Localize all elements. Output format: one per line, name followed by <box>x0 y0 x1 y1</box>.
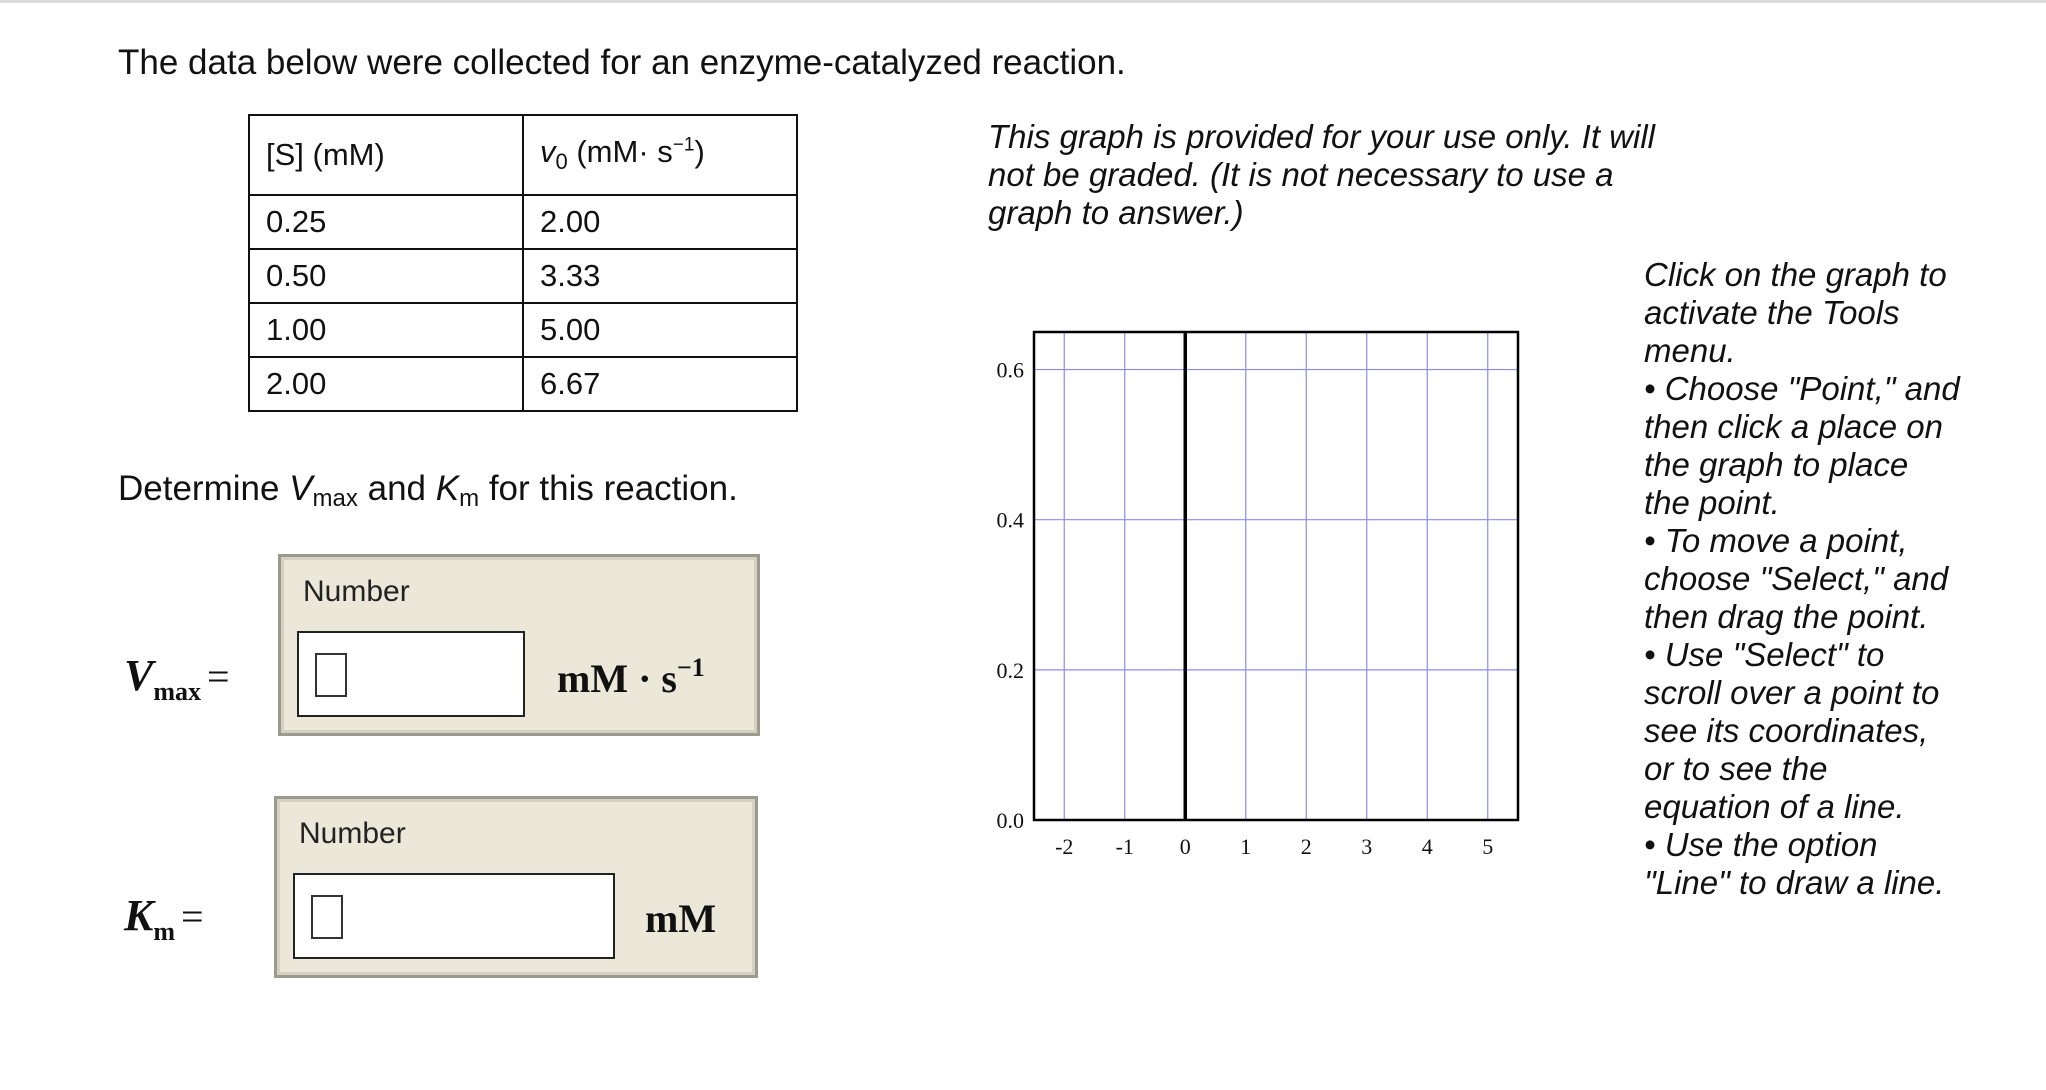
determine-prompt <box>118 468 738 520</box>
graph-area[interactable] <box>970 320 1570 890</box>
instruction-line: see its coordinates, <box>1644 712 1929 749</box>
instruction-line: activate the Tools <box>1644 294 1900 331</box>
instruction-line: • Use the option <box>1644 826 1878 863</box>
cell-substrate: 0.50 <box>249 249 523 303</box>
y-tick-label: 0.6 <box>996 357 1024 383</box>
cell-velocity: 5.00 <box>523 303 797 357</box>
km-input-cursor <box>311 895 343 939</box>
top-border <box>0 0 2046 3</box>
x-tick-label: 0 <box>1179 834 1191 859</box>
km-answer-box <box>274 796 758 978</box>
instruction-line: then drag the point. <box>1644 598 1929 635</box>
km-equals: = <box>181 894 204 939</box>
km-label <box>124 890 204 947</box>
instruction-line: equation of a line. <box>1644 788 1905 825</box>
vmax-subscript: max <box>153 677 202 706</box>
instruction-line: • To move a point, <box>1644 522 1908 559</box>
instruction-line: Click on the graph to <box>1644 256 1947 293</box>
vmax-subscript-inline: max <box>312 485 358 512</box>
graph-note: This graph is provided for your use only. It will not be graded. (It is not necessary to use a graph to answer.) <box>988 118 1656 231</box>
graph-border <box>1034 332 1518 820</box>
km-symbol: K <box>124 891 154 940</box>
table-row <box>249 249 797 303</box>
instruction-line: "Line" to draw a line. <box>1644 864 1945 901</box>
determine-suffix: for this reaction. <box>479 469 738 508</box>
data-table <box>248 114 798 412</box>
instruction-line: the graph to place <box>1644 446 1909 483</box>
x-tick-label: -2 <box>1055 834 1074 859</box>
km-number-label: Number <box>299 817 406 850</box>
vmax-unit-exponent: −1 <box>676 653 705 682</box>
velocity-unit: (mM· s <box>567 134 673 170</box>
velocity-unit-close: ) <box>694 134 705 170</box>
table-header-row <box>249 115 797 195</box>
y-tick-label: 0.0 <box>996 808 1024 833</box>
x-tick-label: 1 <box>1240 834 1252 859</box>
determine-mid: and <box>357 469 436 508</box>
intro-text: The data below were collected for an enzyme-catalyzed reaction. <box>118 43 1126 82</box>
vmax-unit <box>557 653 705 702</box>
km-subscript-inline: m <box>459 485 480 512</box>
vmax-equals: = <box>207 654 230 699</box>
x-tick-label: 5 <box>1482 834 1494 859</box>
instruction-line: • Choose "Point," and <box>1644 370 1960 407</box>
instruction-line: menu. <box>1644 332 1736 369</box>
y-tick-label: 0.2 <box>996 657 1024 683</box>
km-symbol-inline: K <box>435 469 460 508</box>
vmax-label <box>124 650 230 707</box>
x-tick-label: 4 <box>1421 834 1433 859</box>
instruction-line: the point. <box>1644 484 1780 521</box>
cell-substrate: 2.00 <box>249 357 523 411</box>
vmax-input[interactable] <box>297 631 525 717</box>
vmax-input-cursor <box>315 653 347 697</box>
vmax-answer-box <box>278 554 760 736</box>
vmax-symbol-inline: V <box>289 469 313 508</box>
km-input[interactable] <box>293 873 615 959</box>
cell-substrate: 0.25 <box>249 195 523 249</box>
graph-canvas[interactable] <box>970 320 1570 890</box>
instruction-line: • Use "Select" to <box>1644 636 1885 673</box>
table-row <box>249 195 797 249</box>
x-tick-label: -1 <box>1115 834 1134 859</box>
cell-velocity: 2.00 <box>523 195 797 249</box>
table-row <box>249 303 797 357</box>
instruction-line: or to see the <box>1644 750 1828 787</box>
vmax-unit-text: mM · s <box>557 656 677 701</box>
instruction-line: choose "Select," and <box>1644 560 1949 597</box>
x-tick-label: 3 <box>1361 834 1373 859</box>
column-header-substrate: [S] (mM) <box>249 115 523 195</box>
velocity-unit-exponent: −1 <box>672 135 695 157</box>
km-subscript: m <box>153 917 176 946</box>
table-row <box>249 357 797 411</box>
instruction-line: then click a place on <box>1644 408 1944 445</box>
graph-instructions <box>1644 256 2044 902</box>
x-tick-label: 2 <box>1300 834 1312 859</box>
cell-substrate: 1.00 <box>249 303 523 357</box>
instruction-line: scroll over a point to <box>1644 674 1940 711</box>
vmax-symbol: V <box>124 651 154 700</box>
y-tick-label: 0.4 <box>996 507 1024 533</box>
cell-velocity: 3.33 <box>523 249 797 303</box>
velocity-symbol: v <box>540 134 556 170</box>
vmax-number-label: Number <box>303 575 410 608</box>
km-unit: mM <box>645 896 717 941</box>
cell-velocity: 6.67 <box>523 357 797 411</box>
velocity-subscript: 0 <box>555 149 568 175</box>
column-header-velocity <box>523 115 797 195</box>
determine-prefix: Determine <box>118 469 290 508</box>
